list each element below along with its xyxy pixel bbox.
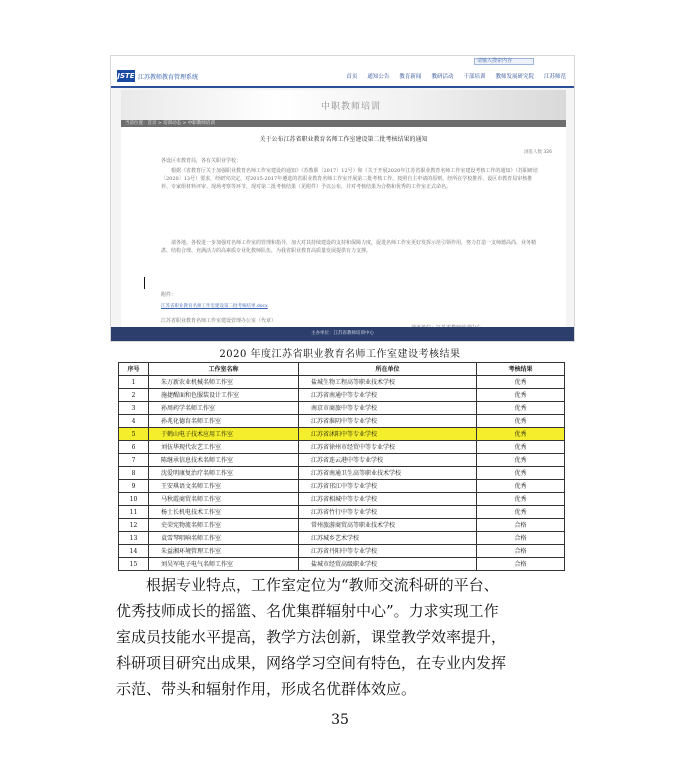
- row-unit: 江苏省淮阴中等专业学校: [299, 415, 477, 428]
- row-result: 合格: [477, 532, 565, 545]
- row-index: 4: [119, 415, 149, 428]
- row-unit: 江苏省丹阳中等专业学校: [299, 545, 477, 558]
- attachment-link[interactable]: 江苏省职业教育名师工作室建设第二批考核结果.docx: [161, 304, 268, 309]
- row-index: 1: [119, 376, 149, 389]
- row-index: 12: [119, 519, 149, 532]
- row-result: 合格: [477, 519, 565, 532]
- row-studio-name: 杨士长机电技术工作室: [149, 506, 299, 519]
- row-index: 8: [119, 467, 149, 480]
- row-index: 14: [119, 545, 149, 558]
- row-index: 6: [119, 441, 149, 454]
- results-table: [118, 362, 565, 571]
- row-unit: 江苏省相城中等专业学校: [299, 493, 477, 506]
- table-row: [119, 428, 565, 441]
- row-unit: 江苏省南通中等专业学校: [299, 389, 477, 402]
- row-unit: 盐城市经贸高级职业学校: [299, 558, 477, 571]
- table-row: [119, 376, 565, 389]
- header-result: 考核结果: [477, 363, 565, 376]
- row-result: 合格: [477, 545, 565, 558]
- row-studio-name: 朱益湘环境管理工作室: [149, 545, 299, 558]
- row-result: 优秀: [477, 428, 565, 441]
- row-result: 优秀: [477, 441, 565, 454]
- row-index: 5: [119, 428, 149, 441]
- article-paragraph: 根据《省教育厅关于加强职业教育名师工作室建设的通知》（苏教职〔2017〕12号）和《关于开展2020年江苏省职业教育名师工作室建设考核工作的通知》（苏职研培〔2020〕13号）要求，经研究决定，对2015-2017年遴选的省职业教育名师工作室开展第二批考核工作。按照自主申请的原则，经所在学校推荐、设区市教育局审核推荐、专家组材料评审、现场考察等环节，现对第二批考核结果（见附件）予以公布，并对考核结果为合格和优秀的工作室正式命名。: [161, 168, 538, 190]
- row-result: 优秀: [477, 402, 565, 415]
- breadcrumb: [121, 120, 566, 127]
- site-header: [111, 66, 574, 88]
- row-unit: 江苏省竹行中等专业学校: [299, 506, 477, 519]
- article-signature: 江苏省职业教育名师工作室建设管理办公室（代章）: [161, 318, 277, 324]
- site-footer: [111, 327, 574, 341]
- banner-title: 中职教师培训: [321, 102, 382, 112]
- text-cursor-icon: [144, 277, 145, 289]
- header-studio-name: 工作室名称: [149, 363, 299, 376]
- site-nav: [346, 72, 566, 80]
- table-row: [119, 493, 565, 506]
- row-studio-name: 沈爱明康复治疗名师工作室: [149, 467, 299, 480]
- body-line: 根据专业特点，工作室定位为“教师交流科研的平台、: [146, 576, 499, 594]
- row-studio-name: 刘伍华现代农艺工作室: [149, 441, 299, 454]
- logo-text: 江苏教师教育管理系统: [138, 73, 199, 81]
- site-search-input[interactable]: 请输入搜索内容: [474, 58, 534, 65]
- body-line: 室成员技能水平提高，教学方法创新，课堂教学效率提升，: [116, 628, 507, 646]
- table-row: [119, 467, 565, 480]
- table-row: [119, 532, 565, 545]
- row-studio-name: 孙周药学名师工作室: [149, 402, 299, 415]
- header-unit: 所在单位: [299, 363, 477, 376]
- row-unit: 盐城生物工程高等职业技术学校: [299, 376, 477, 389]
- row-studio-name: 于鹤山电子技术应用工作室: [149, 428, 299, 441]
- body-line: 优秀技师成长的摇篮、名优集群辐射中心”。力求实现工作: [116, 602, 499, 620]
- article-paragraph: 请各地、各校进一步加强对名师工作室的管理和指导，加大对其持续建设的支持和保障力度，促进名师工作室更好发挥示范引领作用，努力打造一支师德高尚、业务精湛、结构合理、充满活力的高素质专业化教师队伍，为我省职业教育高质量发展提供有力支撑。: [161, 240, 537, 254]
- row-studio-name: 朱万新农业机械名师工作室: [149, 376, 299, 389]
- table-row: [119, 415, 565, 428]
- row-result: 优秀: [477, 506, 565, 519]
- nav-item-cadre-training[interactable]: 干部培训: [463, 74, 486, 80]
- row-unit: 江苏省南通卫生高等职业技术学校: [299, 467, 477, 480]
- row-unit: 江苏省沭阳中等专业学校: [299, 428, 477, 441]
- row-result: 优秀: [477, 493, 565, 506]
- row-studio-name: 袁雪琴唱响名师工作室: [149, 532, 299, 545]
- row-result: 优秀: [477, 480, 565, 493]
- table-header-row: [119, 363, 565, 376]
- nav-item-notices[interactable]: 通知公告: [367, 74, 390, 80]
- article-body: [121, 127, 566, 327]
- row-studio-name: 刘吴军电子电气名师工作室: [149, 558, 299, 571]
- table-row: [119, 558, 565, 571]
- header-index: 序号: [119, 363, 149, 376]
- article-title: 关于公布江苏省职业教育名师工作室建设第二批考核结果的通知: [259, 136, 428, 143]
- table-row: [119, 441, 565, 454]
- row-unit: 江苏省连云港中等专业学校: [299, 454, 477, 467]
- page-banner: [121, 90, 566, 120]
- row-result: 优秀: [477, 389, 565, 402]
- row-result: 优秀: [477, 415, 565, 428]
- row-index: 3: [119, 402, 149, 415]
- row-result: 优秀: [477, 376, 565, 389]
- breadcrumb-text[interactable]: 当前位置：首页 > 培训动态 > 中职教师培训: [125, 121, 215, 126]
- body-paragraph: [116, 572, 568, 702]
- row-unit: 江苏省徐州市经贸中等专业学校: [299, 441, 477, 454]
- row-result: 优秀: [477, 454, 565, 467]
- row-index: 10: [119, 493, 149, 506]
- nav-item-institute[interactable]: 教师发展研究院: [495, 74, 534, 80]
- row-index: 11: [119, 506, 149, 519]
- site-topbar: [111, 56, 574, 66]
- site-logo[interactable]: [117, 69, 198, 83]
- table-row: [119, 389, 565, 402]
- body-line: 示范、带头和辐射作用，形成名优群体效应。: [116, 680, 417, 698]
- nav-item-home[interactable]: 首页: [346, 74, 358, 80]
- row-result: 合格: [477, 558, 565, 571]
- row-unit: 江苏省邗江中等专业学校: [299, 480, 477, 493]
- row-result: 优秀: [477, 467, 565, 480]
- website-screenshot: [110, 55, 575, 342]
- row-studio-name: 史荣宪物流名师工作室: [149, 519, 299, 532]
- nav-item-normal[interactable]: 江苏师范: [543, 74, 566, 80]
- table-row: [119, 519, 565, 532]
- table-row: [119, 545, 565, 558]
- page-number: 35: [331, 712, 349, 728]
- row-unit: 南京市商旅中等专业学校: [299, 402, 477, 415]
- table-row: [119, 402, 565, 415]
- table-row: [119, 506, 565, 519]
- article-meta: 浏览人数 326: [523, 150, 552, 155]
- article-attachment-label: 附件：: [161, 292, 177, 298]
- table-title: 2020 年度江苏省职业教育名师工作室建设考核结果: [219, 349, 461, 360]
- row-studio-name: 王安琪语文名师工作室: [149, 480, 299, 493]
- logo-mark: JSTE: [117, 72, 135, 80]
- table-row: [119, 480, 565, 493]
- row-index: 13: [119, 532, 149, 545]
- row-index: 7: [119, 454, 149, 467]
- row-studio-name: 孙兆化德育名师工作室: [149, 415, 299, 428]
- footer-text: 主办单位：江苏省教师培训中心: [311, 331, 374, 336]
- table-row: [119, 454, 565, 467]
- nav-item-research[interactable]: 教研活动: [431, 74, 454, 80]
- row-unit: 江苏城乡艺术学校: [299, 532, 477, 545]
- row-index: 9: [119, 480, 149, 493]
- row-index: 15: [119, 558, 149, 571]
- body-line: 科研项目研究出成果，网络学习空间有特色，在专业内发挥: [116, 654, 507, 672]
- row-unit: 常州旅游商贸高等职业技术学校: [299, 519, 477, 532]
- row-studio-name: 施捷醒面和色服装设计工作室: [149, 389, 299, 402]
- row-studio-name: 马秋霞商贸名师工作室: [149, 493, 299, 506]
- article-salutation: 各设区市教育局，各有关职业学校：: [161, 158, 242, 164]
- row-studio-name: 陈继承信息技术名师工作室: [149, 454, 299, 467]
- row-index: 2: [119, 389, 149, 402]
- nav-item-news[interactable]: 教育新闻: [399, 74, 422, 80]
